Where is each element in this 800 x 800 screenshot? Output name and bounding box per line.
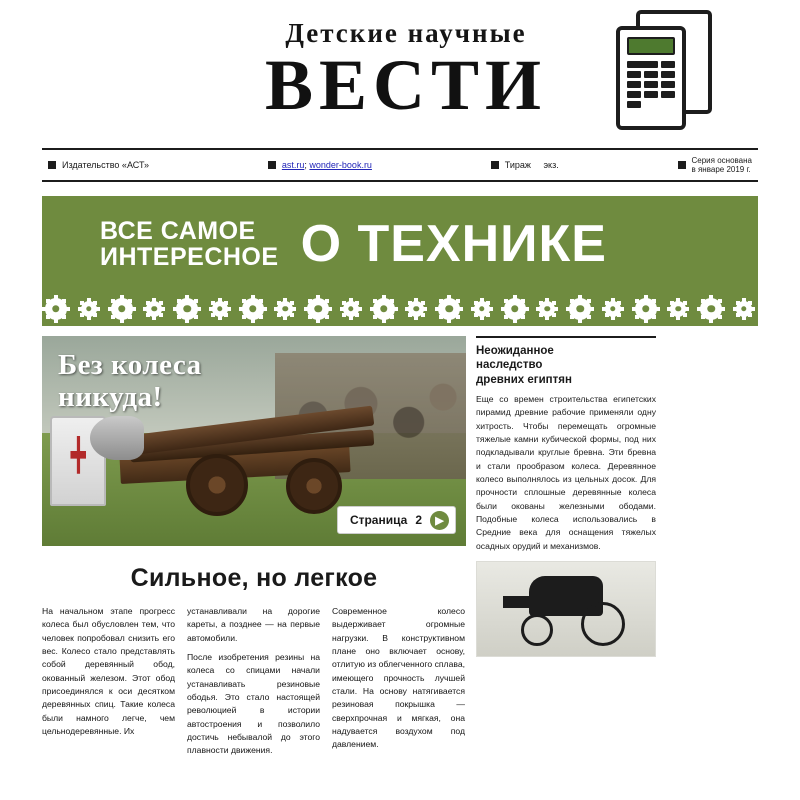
gear-tooth (224, 313, 228, 317)
gear-tooth (358, 307, 362, 311)
square-bullet-icon (48, 161, 56, 169)
gear-tooth (421, 301, 425, 305)
gear-tooth (325, 299, 329, 303)
gear-decoration-strip (42, 292, 758, 326)
gear-tooth (501, 307, 505, 311)
gear-tooth (159, 313, 163, 317)
gear-tooth (539, 313, 543, 317)
article-column-1 (42, 605, 175, 763)
imprint-series (672, 156, 759, 174)
calculator-key (627, 91, 641, 98)
gear-tooth (423, 307, 427, 311)
gear-tooth (373, 315, 377, 319)
gear-tooth (328, 307, 332, 311)
gear-tooth (355, 313, 359, 317)
gear-tooth (525, 307, 529, 311)
gear-tooth (701, 299, 705, 303)
calculator-key (661, 61, 675, 68)
gear-tooth (128, 299, 132, 303)
gear-tooth (370, 307, 374, 311)
gear-tooth (447, 319, 451, 323)
gear-tooth (617, 313, 621, 317)
gear-tooth (474, 313, 478, 317)
gear-tooth (566, 307, 570, 311)
gear-tooth (290, 301, 294, 305)
calculator-keys (627, 61, 675, 108)
gear-tooth (545, 316, 549, 320)
masthead-title: ВЕСТИ (264, 45, 548, 125)
gear-tooth (316, 295, 320, 299)
square-bullet-icon (678, 161, 686, 169)
gear-tooth (474, 301, 478, 305)
gear-tooth (652, 315, 656, 319)
gear-tooth (590, 307, 594, 311)
gear-tooth (211, 301, 215, 305)
gear-tooth (513, 319, 517, 323)
imprint-websites[interactable] (262, 160, 378, 170)
gear-tooth (644, 295, 648, 299)
calculator-key (627, 101, 641, 108)
gear-tooth (355, 301, 359, 305)
gear-tooth (242, 299, 246, 303)
gear-tooth (277, 301, 281, 305)
page-reference-chip[interactable] (337, 506, 456, 534)
gear-tooth (676, 316, 680, 320)
square-bullet-icon (268, 161, 276, 169)
gear-tooth (578, 295, 582, 299)
gear-tooth (742, 316, 746, 320)
article-paragraph: После изобретения резины на колеса со спицами начали устанавливать резиновые ободья. Это стало настоящей революцией в истории автостроения и позволило достичь небывалой до этого плавности движения. (187, 651, 320, 756)
gear-tooth (66, 307, 70, 311)
gear-tooth (736, 301, 740, 305)
photo-cannon (90, 414, 390, 514)
gear-tooth (748, 313, 752, 317)
gear-tooth (421, 313, 425, 317)
gear-tooth (251, 295, 255, 299)
gear-tooth (194, 315, 198, 319)
gear-tooth (718, 299, 722, 303)
gear-tooth (539, 301, 543, 305)
gear-tooth (605, 313, 609, 317)
sidebar-headline-line-3: древних египтян (476, 373, 572, 386)
gear-tooth (283, 298, 287, 302)
cannon-muzzle (90, 416, 144, 460)
gear-tooth (143, 307, 147, 311)
gear-tooth (667, 307, 671, 311)
photo-headline-line-2: никуда! (58, 380, 163, 413)
gear-tooth (721, 307, 725, 311)
circulation-label: Тираж (504, 160, 531, 170)
article-paragraph: Современное колесо выдерживает огромные нагрузки. В конструктивном плане оно включает основу, отлитую из облегченного сплава, имеющего прочность лучшей стали. На основу натягивается резиновая покрышка — сверхпрочная и мягкая, она надувается воздухом под давлением. (332, 606, 465, 750)
gear-tooth (46, 299, 50, 303)
sidebar-body (476, 393, 656, 553)
gear-tooth (108, 307, 112, 311)
gear-tooth (185, 319, 189, 323)
gear-tooth (120, 295, 124, 299)
gear-tooth (486, 313, 490, 317)
gear-tooth (316, 319, 320, 323)
gear-tooth (652, 299, 656, 303)
gear-tooth (308, 299, 312, 303)
gear-tooth (161, 307, 165, 311)
gear-tooth (748, 301, 752, 305)
gear-tooth (128, 315, 132, 319)
gear-tooth (390, 315, 394, 319)
gear-tooth (111, 315, 115, 319)
gear-tooth (709, 319, 713, 323)
gear-tooth (435, 307, 439, 311)
gear-tooth (456, 315, 460, 319)
banner-kicker-line-2: ИНТЕРЕСНОЕ (100, 243, 279, 271)
gear-tooth (635, 315, 639, 319)
circulation-unit: экз. (543, 160, 559, 170)
lead-photo (42, 336, 466, 546)
calculator-key (661, 91, 675, 98)
gear-tooth (87, 316, 91, 320)
calculator-front-plate (616, 26, 686, 130)
gear-tooth (602, 307, 606, 311)
gear-tooth (656, 307, 660, 311)
gear-tooth (552, 313, 556, 317)
article-columns (42, 605, 466, 763)
gear-tooth (242, 315, 246, 319)
gear-tooth (447, 295, 451, 299)
masthead-kicker: Детские научные (285, 18, 527, 48)
article-paragraph: устанавливали на дорогие кареты, а позднее — на первые автомобили. (187, 606, 320, 643)
gear-tooth (290, 313, 294, 317)
gear-tooth (218, 298, 222, 302)
gear-tooth (62, 315, 66, 319)
gear-tooth (342, 313, 346, 317)
gear-tooth (259, 299, 263, 303)
sidebar-headline-line-1: Неожиданное (476, 345, 554, 357)
gear-tooth (554, 307, 558, 311)
gear-tooth (486, 301, 490, 305)
cannon-wheel-front (186, 454, 248, 516)
gear-tooth (408, 313, 412, 317)
page-chip-label: Страница (349, 513, 408, 527)
sidebar-divider (476, 336, 656, 338)
gear-tooth (635, 299, 639, 303)
gear-tooth (536, 307, 540, 311)
gear-tooth (521, 299, 525, 303)
gear-tooth (685, 307, 689, 311)
article-paragraph: На начальном этапе прогресс колеса был обусловлен тем, что человек попробовал снизить его вес. Колесо стало представлять собой деревянный обод, окованный железом. Этот обод присоединялся к оси десятком деревянных спиц. Такие колеса были намного легче, чем цельнодеревянные. Их (42, 606, 175, 736)
gear-tooth (173, 307, 177, 311)
gear-tooth (96, 307, 100, 311)
gear-tooth (414, 298, 418, 302)
sidebar-paragraph: Еще со времен строительства египетских пирамид древние рабочие применяли одну хитрость. Чтобы перемещать огромные тяжелые камни кубической формы, под них подкладывали круглые бревна. Эти бревна и стали прообразом колеса. Деревянное колесо выполнялось из цельных досок. Для прочности сплошные деревянные колеса были окованы железными ободами. Подобные колеса использовались в Средние века для оснащения тяжелых осадных орудий и механизмов. (476, 394, 656, 551)
gear-tooth (146, 313, 150, 317)
gear-tooth (670, 313, 674, 317)
gear-tooth (304, 307, 308, 311)
calculator-key (644, 91, 658, 98)
gear-tooth (152, 316, 156, 320)
gear-tooth (733, 307, 737, 311)
calculator-key (627, 71, 641, 78)
imprint-publisher-label: Издательство «АСТ» (62, 160, 150, 170)
gear-tooth (93, 301, 97, 305)
gear-tooth (736, 313, 740, 317)
gear-tooth (308, 315, 312, 319)
gear-tooth (439, 315, 443, 319)
gear-tooth (439, 299, 443, 303)
gear-tooth (459, 307, 463, 311)
gear-tooth (185, 295, 189, 299)
gear-tooth (578, 319, 582, 323)
series-line-1: Серия основана (691, 155, 752, 165)
gear-tooth (283, 316, 287, 320)
gear-tooth (489, 307, 493, 311)
gear-tooth (632, 307, 636, 311)
main-column (42, 336, 466, 763)
sidebar-column (476, 336, 656, 763)
gear-tooth (390, 299, 394, 303)
gear-tooth (177, 299, 181, 303)
banner-kicker-line-1: ВСЕ САМОЕ (100, 216, 256, 245)
gear-tooth (504, 299, 508, 303)
carriage-wheel-rear (581, 602, 625, 646)
gear-tooth (349, 298, 353, 302)
gear-tooth (587, 299, 591, 303)
calculator-key (644, 81, 658, 88)
gear-tooth (644, 319, 648, 323)
gear-tooth (218, 316, 222, 320)
gear-tooth (545, 298, 549, 302)
masthead (0, 0, 800, 140)
gear-tooth (504, 315, 508, 319)
gear-tooth (146, 301, 150, 305)
imprint-circulation (485, 160, 565, 170)
series-text (692, 156, 753, 174)
banner-kicker (64, 218, 279, 271)
page-chip-number: 2 (415, 513, 422, 527)
website-separator: ; (304, 160, 307, 170)
gear-tooth (120, 319, 124, 323)
gear-tooth (570, 299, 574, 303)
calculator-key (644, 71, 658, 78)
gear-tooth (80, 301, 84, 305)
gear-tooth (263, 307, 267, 311)
calculator-screen (627, 37, 675, 55)
carriage-wheel-front (521, 614, 553, 646)
article-column-2 (187, 605, 320, 763)
gear-tooth (697, 307, 701, 311)
gear-tooth (93, 313, 97, 317)
gear-tooth (480, 298, 484, 302)
gear-tooth (152, 298, 156, 302)
gear-tooth (62, 299, 66, 303)
gear-tooth (325, 315, 329, 319)
gear-tooth (54, 295, 58, 299)
gear-tooth (701, 315, 705, 319)
gear-tooth (513, 295, 517, 299)
sidebar-photo-carriage (476, 561, 656, 657)
imprint-publisher (42, 160, 155, 170)
gear-tooth (373, 299, 377, 303)
gear-tooth (676, 298, 680, 302)
calculator-key (661, 71, 675, 78)
gear-tooth (54, 319, 58, 323)
calculator-icon (616, 10, 712, 136)
gear-tooth (405, 307, 409, 311)
gear-tooth (132, 307, 136, 311)
gear-tooth (87, 298, 91, 302)
photo-headline-line-1: Без колеса (58, 349, 202, 381)
sidebar-headline-line-2: наследство (476, 359, 543, 372)
sidebar-headline (476, 344, 656, 387)
gear-tooth (605, 301, 609, 305)
gear-tooth (382, 295, 386, 299)
calculator-key (661, 81, 675, 88)
gear-tooth (611, 316, 615, 320)
page-content (42, 336, 758, 763)
gear-tooth (414, 316, 418, 320)
gear-tooth (570, 315, 574, 319)
gear-tooth (239, 307, 243, 311)
gear-tooth (521, 315, 525, 319)
gear-tooth (552, 301, 556, 305)
gear-tooth (342, 301, 346, 305)
gear-tooth (42, 307, 46, 311)
series-line-2: в январе 2019 г. (691, 165, 751, 174)
gear-tooth (670, 301, 674, 305)
gear-tooth (620, 307, 624, 311)
gear-tooth (683, 313, 687, 317)
arrow-right-icon[interactable]: ▶ (430, 511, 449, 530)
gear-tooth (46, 315, 50, 319)
gear-tooth (209, 307, 213, 311)
gear-tooth (587, 315, 591, 319)
gear-tooth (340, 307, 344, 311)
gear-tooth (227, 307, 231, 311)
gear-tooth (277, 313, 281, 317)
gear-tooth (80, 313, 84, 317)
gear-tooth (751, 307, 755, 311)
website-link-wonderbook[interactable]: wonder-book.ru (309, 160, 372, 170)
gear-tooth (718, 315, 722, 319)
gear-tooth (617, 301, 621, 305)
gear-tooth (480, 316, 484, 320)
gear-tooth (611, 298, 615, 302)
imprint-bar (42, 148, 758, 182)
gear-tooth (224, 301, 228, 305)
topic-banner (42, 196, 758, 292)
gear-tooth (159, 301, 163, 305)
gear-tooth (408, 301, 412, 305)
square-bullet-icon (491, 161, 499, 169)
gear-tooth (251, 319, 255, 323)
gear-tooth (709, 295, 713, 299)
website-link-ast[interactable]: ast.ru (281, 160, 305, 170)
gear-tooth (382, 319, 386, 323)
calculator-key (627, 81, 641, 88)
gear-tooth (177, 315, 181, 319)
gear-tooth (742, 298, 746, 302)
gear-tooth (274, 307, 278, 311)
gear-tooth (111, 299, 115, 303)
gear-tooth (259, 315, 263, 319)
gear-tooth (78, 307, 82, 311)
photo-headline (58, 350, 202, 414)
gear-tooth (456, 299, 460, 303)
gear-tooth (197, 307, 201, 311)
gear-tooth (349, 316, 353, 320)
cannon-wheel-rear (286, 458, 342, 514)
article-column-3 (332, 605, 465, 763)
gear-tooth (394, 307, 398, 311)
calculator-key (627, 61, 658, 68)
gear-tooth (683, 301, 687, 305)
gear-tooth (471, 307, 475, 311)
gear-tooth (194, 299, 198, 303)
banner-topic: О ТЕХНИКЕ (300, 215, 607, 273)
gear-tooth (211, 313, 215, 317)
article-headline: Сильное, но легкое (130, 564, 378, 592)
gear-tooth (292, 307, 296, 311)
